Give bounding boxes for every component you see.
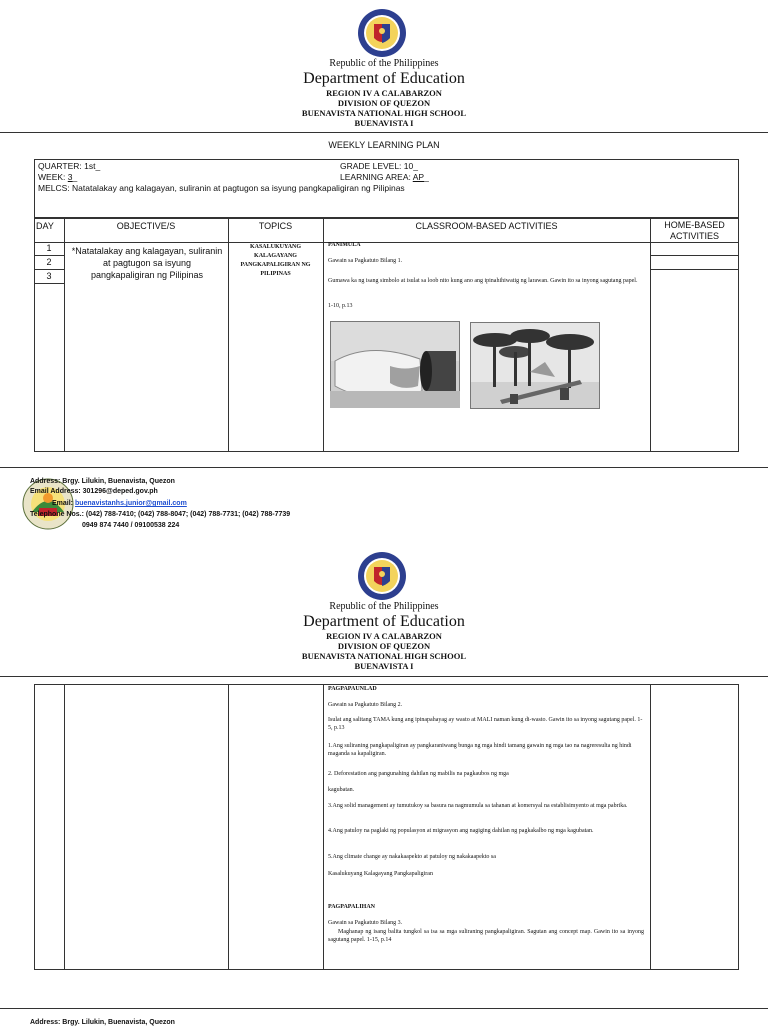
footer-fb-email (52, 499, 187, 509)
grade-label: GRADE LEVEL: (340, 161, 404, 171)
division-text-2: DIVISION OF QUEZON (337, 641, 431, 651)
melcs-text: MELCS: Natatalakay ang kalagayan, suliranin at pagtugon sa isyung pangkapaligiran ng Pilipinas (38, 183, 405, 193)
school-text-2: BUENAVISTA NATIONAL HIGH SCHOOL (301, 651, 467, 661)
item-4: 4.Ang patuloy na paglaki ng populasyon at migrasyon ang nagiging dahilan ng pagkakalbo ng mga kagubatan. (328, 828, 594, 834)
item-3: 3.Ang solid management ay tumutukoy sa basura na nagmumula sa tahanan at komersyal na establisimyento at mga pabrika. (328, 803, 628, 809)
deped-seal-icon (357, 8, 407, 58)
footer-phones: Telephone Nos.: (042) 788-7410; (042) 788-8047; (042) 788-7731; (042) 788-7739 (30, 511, 291, 518)
objective-text: *Natatalakay ang kalagayan, suliranin at pagtugon sa isyung pangkapaligiran ng Pilipinas (71, 246, 223, 280)
footer-rule (0, 467, 768, 468)
deforestation-image (470, 322, 600, 409)
area-value: AP (412, 172, 425, 182)
item-2: 2. Deforestation ang pangunahing dahilan ng mabilis na pagkaubos ng mga (328, 771, 509, 777)
table-header-rule (34, 242, 739, 243)
footer-fb-label: Email: (52, 500, 75, 507)
district-text-2: BUENAVISTA I (354, 661, 414, 671)
pagpapalihan-task: Gawain sa Pagkatuto Bilang 3. (328, 920, 403, 926)
panimula-pages: 1-10, p.13 (328, 303, 353, 309)
footer-address-2: Address: Brgy. Lilukin, Buenavista, Quezon (30, 1019, 175, 1026)
area-label: LEARNING AREA: (340, 172, 413, 182)
col-objective: OBJECTIVE/S (116, 221, 176, 231)
pagpapaunlad-instructions: Isulat ang salitang TAMA kung ang ipinapahayag ay wasto at MALI naman kung di-wasto. Gawin ito sa inyong sagutang papel. 1-5, p.13 (328, 717, 643, 731)
department-text: Department of Education (303, 70, 465, 87)
panimula-task: Gawain sa Pagkatuto Bilang 1. (328, 258, 403, 264)
republic-text-2: Republic of the Philippines (329, 601, 439, 612)
panimula-instructions: Gumawa ka ng isang simbolo at isulat sa loob nito kung ano ang ipinahihiwatig ng larawan. Gawin ito sa inyong sagutang papel. (328, 278, 638, 284)
grade-value: 10 (403, 161, 414, 171)
department-text-2: Department of Education (303, 613, 465, 630)
republic-text: Republic of the Philippines (329, 58, 439, 69)
topic-text: KASALUKUYANG KALAGAYANG PANGKAPALIGIRAN NG PILIPINAS (240, 244, 311, 277)
quarter-label: QUARTER: (38, 161, 85, 171)
week-field: WEEK: 3_ (38, 172, 78, 182)
col-topics: TOPICS (258, 221, 293, 231)
grade-field: GRADE LEVEL: 10_ (340, 161, 418, 171)
footer-email-link[interactable]: buenavistanhs.junior@gmail.com (74, 500, 187, 507)
col-classroom: CLASSROOM-BASED ACTIVITIES (415, 221, 558, 231)
panimula-title: PANIMULA (328, 242, 361, 248)
pollution-pipe-image (330, 321, 460, 408)
region-text-2: REGION IV A CALABARZON (326, 631, 442, 641)
pagpapalihan-instructions: Maghanap ng isang balita tungkol sa isa sa mga suliraning pangkapaligiran. Sagutan ang concept map. Gawin ito sa inyong sagutang papel. 1-15, p.14 (328, 929, 644, 943)
area-field: LEARNING AREA: AP_ (340, 172, 429, 182)
item-2-cont: kagubatan. (328, 787, 355, 793)
footer-address: Address: Brgy. Lilukin, Buenavista, Quezon (30, 478, 175, 485)
pagpapaunlad-task: Gawain sa Pagkatuto Bilang 2. (328, 702, 403, 708)
district-text: BUENAVISTA I (354, 118, 414, 128)
item-5-cont: Kasalukuyang Kalagayang Pangkapaligiran (328, 871, 433, 877)
col-home: HOME-BASED ACTIVITIES (664, 220, 725, 241)
deped-seal-icon-2 (357, 551, 407, 601)
region-text: REGION IV A CALABARZON (326, 88, 442, 98)
day-2: 2 (46, 257, 52, 267)
footer-email-address: Email Address: 301296@deped.gov.ph (30, 488, 158, 495)
school-text: BUENAVISTA NATIONAL HIGH SCHOOL (301, 108, 467, 118)
quarter-value: 1st (84, 161, 96, 171)
day-1: 1 (46, 243, 52, 253)
header-rule-2 (0, 676, 768, 677)
header-rule (0, 132, 768, 133)
week-label: WEEK: (38, 172, 68, 182)
item-1: 1.Ang suliraning pangkapaligiran ay pangkaraniwang bunga ng mga hindi tamang gawain ng mga tao na nagreresulta ng hindi maganda sa kapaligiran. (328, 743, 632, 757)
pagpapaunlad-title: PAGPAPAUNLAD (328, 686, 377, 692)
quarter-field: QUARTER: 1st_ (38, 161, 101, 171)
footer-mobile: 0949 874 7440 / 09100538 224 (82, 522, 180, 529)
week-value: 3 (67, 172, 73, 182)
col-day: DAY (36, 221, 54, 231)
page-title: WEEKLY LEARNING PLAN (328, 140, 440, 150)
item-5: 5.Ang climate change ay nakakaapekto at patuloy ng nakakaapekto sa (328, 854, 496, 860)
day-3: 3 (46, 271, 52, 281)
footer-rule-2 (0, 1008, 768, 1009)
division-text: DIVISION OF QUEZON (337, 98, 431, 108)
pagpapalihan-title: PAGPAPALIHAN (328, 904, 375, 910)
